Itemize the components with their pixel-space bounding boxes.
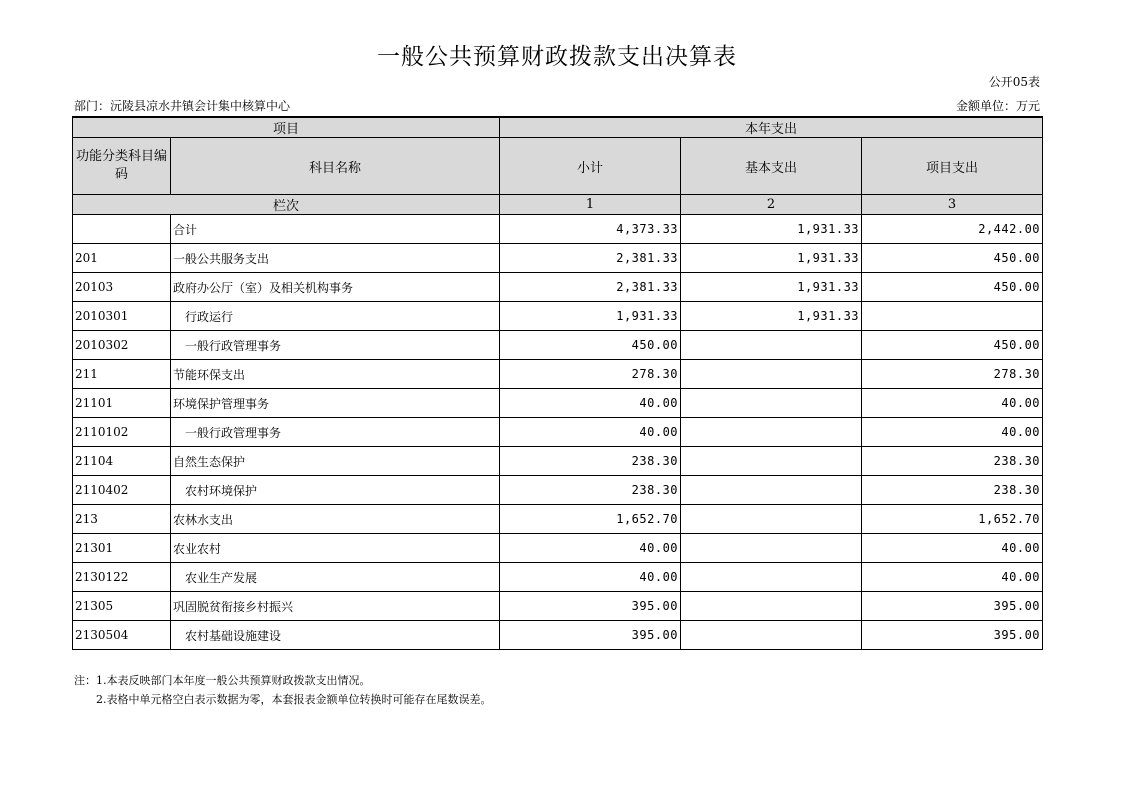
cell-subtotal: 40.00 — [500, 389, 681, 418]
cell-subject-name: 行政运行 — [171, 302, 500, 331]
table-row — [73, 447, 1043, 476]
table-row — [73, 418, 1043, 447]
cell-subtotal: 40.00 — [500, 563, 681, 592]
cell-code: 21101 — [73, 389, 171, 418]
header-current-year: 本年支出 — [500, 117, 1043, 138]
cell-subject-name: 自然生态保护 — [171, 447, 500, 476]
cell-code: 2110102 — [73, 418, 171, 447]
cell-subject-name: 节能环保支出 — [171, 360, 500, 389]
cell-project: 450.00 — [862, 273, 1043, 302]
header-col-1: 1 — [500, 195, 681, 215]
header-subject-name: 科目名称 — [171, 138, 500, 195]
cell-project: 40.00 — [862, 563, 1043, 592]
cell-code: 21104 — [73, 447, 171, 476]
cell-basic — [681, 592, 862, 621]
cell-basic — [681, 505, 862, 534]
cell-basic — [681, 476, 862, 505]
cell-code: 20103 — [73, 273, 171, 302]
header-project: 项目支出 — [862, 138, 1043, 195]
cell-subject-name: 政府办公厅（室）及相关机构事务 — [171, 273, 500, 302]
cell-subject-name: 环境保护管理事务 — [171, 389, 500, 418]
table-row — [73, 592, 1043, 621]
cell-subtotal: 40.00 — [500, 418, 681, 447]
cell-project — [862, 302, 1043, 331]
cell-basic — [681, 534, 862, 563]
cell-subtotal: 395.00 — [500, 592, 681, 621]
amount-unit-label: 金额单位：万元 — [955, 99, 1040, 113]
cell-code — [73, 215, 171, 244]
cell-subtotal: 238.30 — [500, 476, 681, 505]
cell-project: 40.00 — [862, 534, 1043, 563]
form-number: 公开05表 — [988, 75, 1040, 89]
cell-project: 278.30 — [862, 360, 1043, 389]
table-row — [73, 302, 1043, 331]
cell-project: 450.00 — [862, 331, 1043, 360]
cell-subtotal: 395.00 — [500, 621, 681, 650]
table-body — [73, 215, 1043, 650]
cell-subtotal: 2,381.33 — [500, 244, 681, 273]
cell-basic — [681, 563, 862, 592]
cell-basic — [681, 389, 862, 418]
cell-subject-name: 农业生产发展 — [171, 563, 500, 592]
cell-project: 238.30 — [862, 476, 1043, 505]
cell-basic: 1,931.33 — [681, 273, 862, 302]
cell-subject-name: 农业农村 — [171, 534, 500, 563]
cell-basic — [681, 360, 862, 389]
department-label: 部门：沅陵县凉水井镇会计集中核算中心 — [74, 99, 291, 113]
table-row — [73, 389, 1043, 418]
cell-basic — [681, 621, 862, 650]
footnote-1: 注：1.本表反映部门本年度一般公共预算财政拨款支出情况。 — [74, 674, 371, 687]
cell-subject-name: 农村基础设施建设 — [171, 621, 500, 650]
cell-subject-name: 一般公共服务支出 — [171, 244, 500, 273]
cell-project: 2,442.00 — [862, 215, 1043, 244]
cell-subtotal: 238.30 — [500, 447, 681, 476]
header-col-2: 2 — [681, 195, 862, 215]
cell-project: 40.00 — [862, 418, 1043, 447]
cell-subject-name: 巩固脱贫衔接乡村振兴 — [171, 592, 500, 621]
header-col-index: 栏次 — [73, 195, 500, 215]
header-basic: 基本支出 — [681, 138, 862, 195]
cell-basic: 1,931.33 — [681, 244, 862, 273]
cell-project: 395.00 — [862, 592, 1043, 621]
cell-code: 2130504 — [73, 621, 171, 650]
cell-subtotal: 450.00 — [500, 331, 681, 360]
table-row — [73, 534, 1043, 563]
cell-project: 238.30 — [862, 447, 1043, 476]
cell-subtotal: 278.30 — [500, 360, 681, 389]
cell-subject-name: 一般行政管理事务 — [171, 331, 500, 360]
cell-code: 211 — [73, 360, 171, 389]
table-row — [73, 505, 1043, 534]
header-item: 项目 — [73, 117, 500, 138]
cell-subject-name: 农林水支出 — [171, 505, 500, 534]
header-col-3: 3 — [862, 195, 1043, 215]
page-title: 一般公共预算财政拨款支出决算表 — [377, 44, 737, 70]
cell-code: 213 — [73, 505, 171, 534]
table-row — [73, 476, 1043, 505]
header-func-code: 功能分类科目编码 — [73, 138, 171, 195]
cell-basic — [681, 418, 862, 447]
table-row — [73, 215, 1043, 244]
cell-code: 201 — [73, 244, 171, 273]
cell-code: 2130122 — [73, 563, 171, 592]
cell-subtotal: 40.00 — [500, 534, 681, 563]
cell-code: 2110402 — [73, 476, 171, 505]
cell-basic: 1,931.33 — [681, 215, 862, 244]
cell-subtotal: 1,931.33 — [500, 302, 681, 331]
table-row — [73, 563, 1043, 592]
table-row — [73, 360, 1043, 389]
expenditure-table — [72, 116, 1043, 650]
cell-basic — [681, 447, 862, 476]
cell-code: 2010301 — [73, 302, 171, 331]
table-row — [73, 621, 1043, 650]
cell-subject-name: 合计 — [171, 215, 500, 244]
header-subtotal: 小计 — [500, 138, 681, 195]
cell-code: 2010302 — [73, 331, 171, 360]
cell-subtotal: 1,652.70 — [500, 505, 681, 534]
cell-project: 450.00 — [862, 244, 1043, 273]
cell-project: 40.00 — [862, 389, 1043, 418]
cell-subject-name: 一般行政管理事务 — [171, 418, 500, 447]
cell-basic: 1,931.33 — [681, 302, 862, 331]
cell-code: 21301 — [73, 534, 171, 563]
footnote-2: 2.表格中单元格空白表示数据为零，本套报表金额单位转换时可能存在尾数误差。 — [96, 693, 492, 706]
cell-subtotal: 2,381.33 — [500, 273, 681, 302]
cell-code: 21305 — [73, 592, 171, 621]
cell-project: 1,652.70 — [862, 505, 1043, 534]
table-row — [73, 244, 1043, 273]
table-row — [73, 331, 1043, 360]
cell-project: 395.00 — [862, 621, 1043, 650]
cell-basic — [681, 331, 862, 360]
table-row — [73, 273, 1043, 302]
cell-subtotal: 4,373.33 — [500, 215, 681, 244]
cell-subject-name: 农村环境保护 — [171, 476, 500, 505]
